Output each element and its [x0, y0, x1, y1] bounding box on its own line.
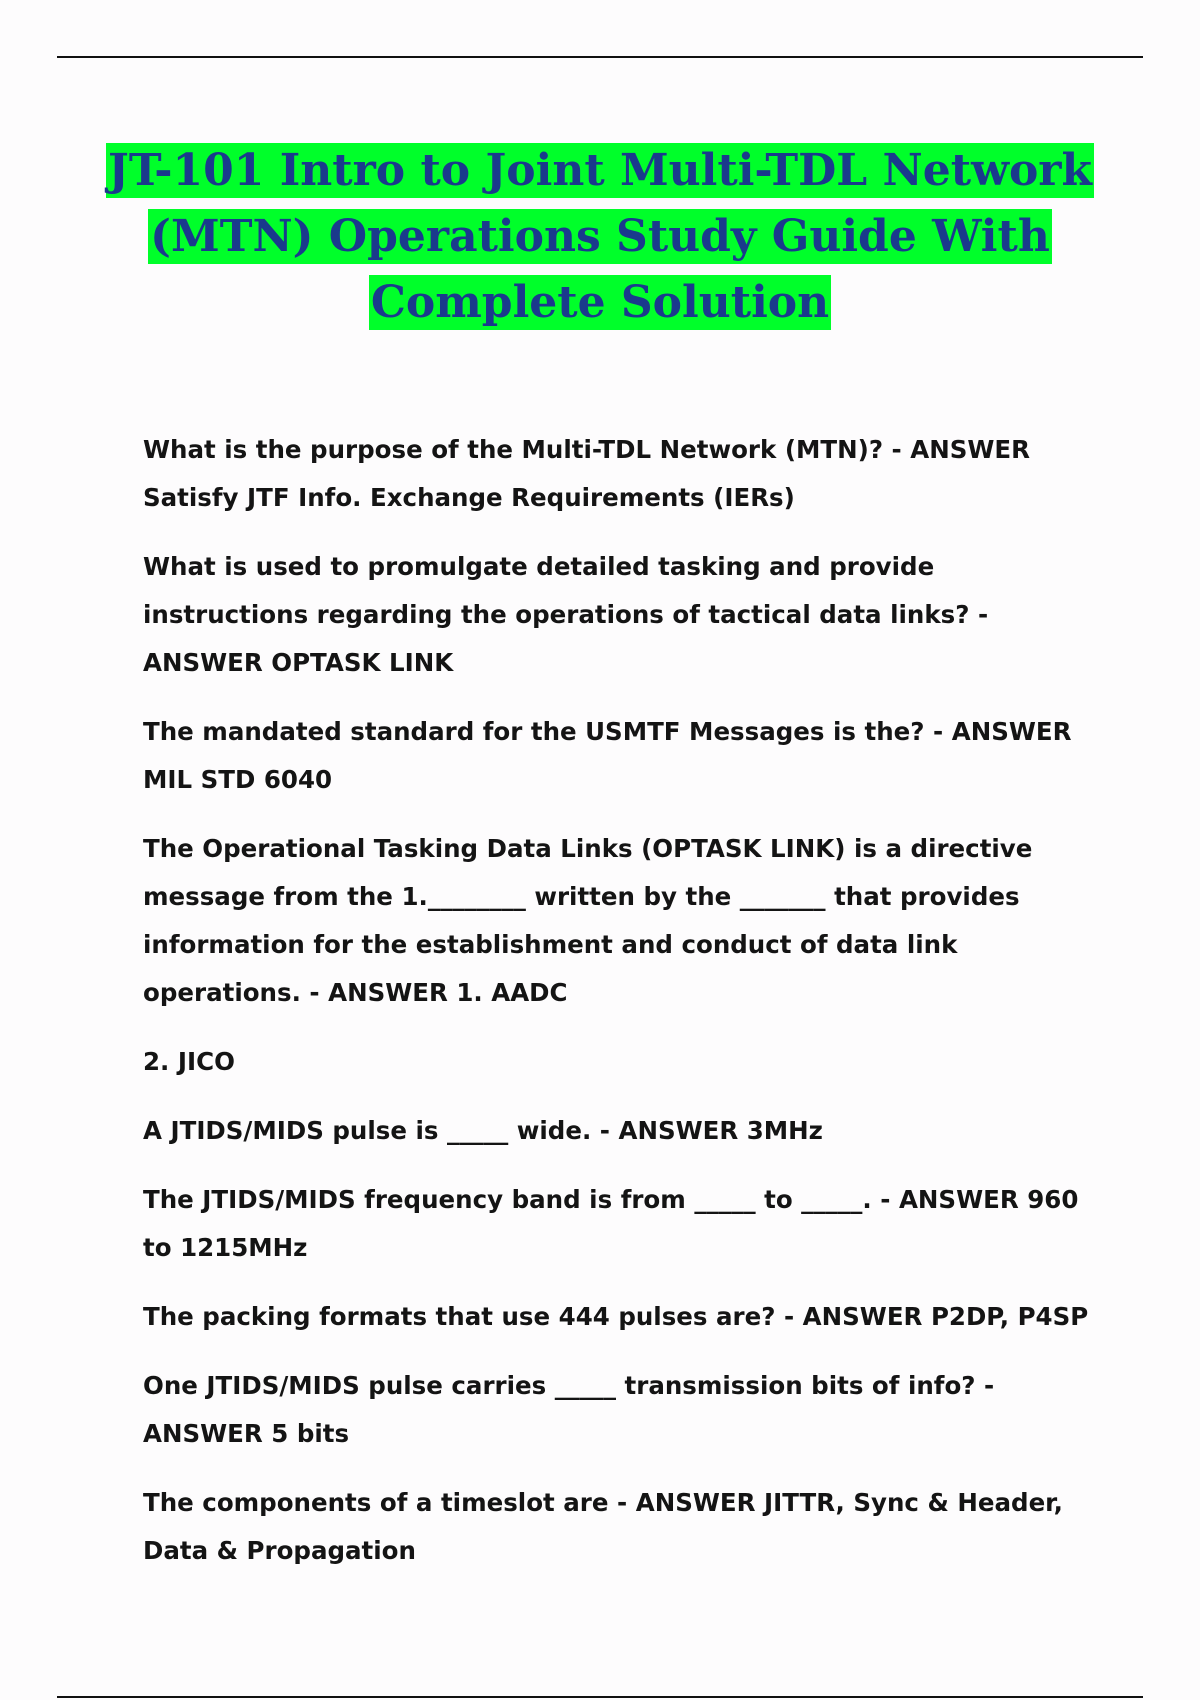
qa-item-2: What is used to promulgate detailed tasking and provide instructions regarding the operations of tactical data links? - ANSWER OPTASK LINK: [143, 552, 989, 677]
bottom-rule: [57, 1696, 1143, 1698]
title-line-1: JT-101 Intro to Joint Multi-TDL Network: [108, 145, 1092, 196]
qa-item-6: A JTIDS/MIDS pulse is _____ wide. - ANSWER 3MHz: [143, 1116, 823, 1145]
qa-item-8: The packing formats that use 444 pulses are? - ANSWER P2DP, P4SP: [143, 1302, 1089, 1331]
top-rule: [57, 56, 1143, 58]
qa-list: [143, 426, 1103, 1596]
qa-item-5: 2. JICO: [143, 1047, 235, 1076]
qa-item-7: The JTIDS/MIDS frequency band is from _____ to _____. - ANSWER 960 to 1215MHz: [143, 1185, 1079, 1262]
document-title: [100, 138, 1100, 336]
qa-item-1: What is the purpose of the Multi-TDL Network (MTN)? - ANSWER Satisfy JTF Info. Exchange Requirements (IERs): [143, 435, 1030, 512]
qa-item-3: The mandated standard for the USMTF Messages is the? - ANSWER MIL STD 6040: [143, 717, 1072, 794]
qa-item-10: The components of a timeslot are - ANSWER JITTR, Sync & Header, Data & Propagation: [143, 1488, 1063, 1565]
qa-item-4: The Operational Tasking Data Links (OPTASK LINK) is a directive message from the 1.________ written by the _______ that provides information for the establishment and conduct of data link operations. - ANSWER 1. AADC: [143, 834, 1033, 1007]
title-line-2: (MTN) Operations Study Guide With: [150, 211, 1050, 262]
qa-item-9: One JTIDS/MIDS pulse carries _____ transmission bits of info? - ANSWER 5 bits: [143, 1371, 995, 1448]
title-line-3: Complete Solution: [370, 277, 830, 328]
